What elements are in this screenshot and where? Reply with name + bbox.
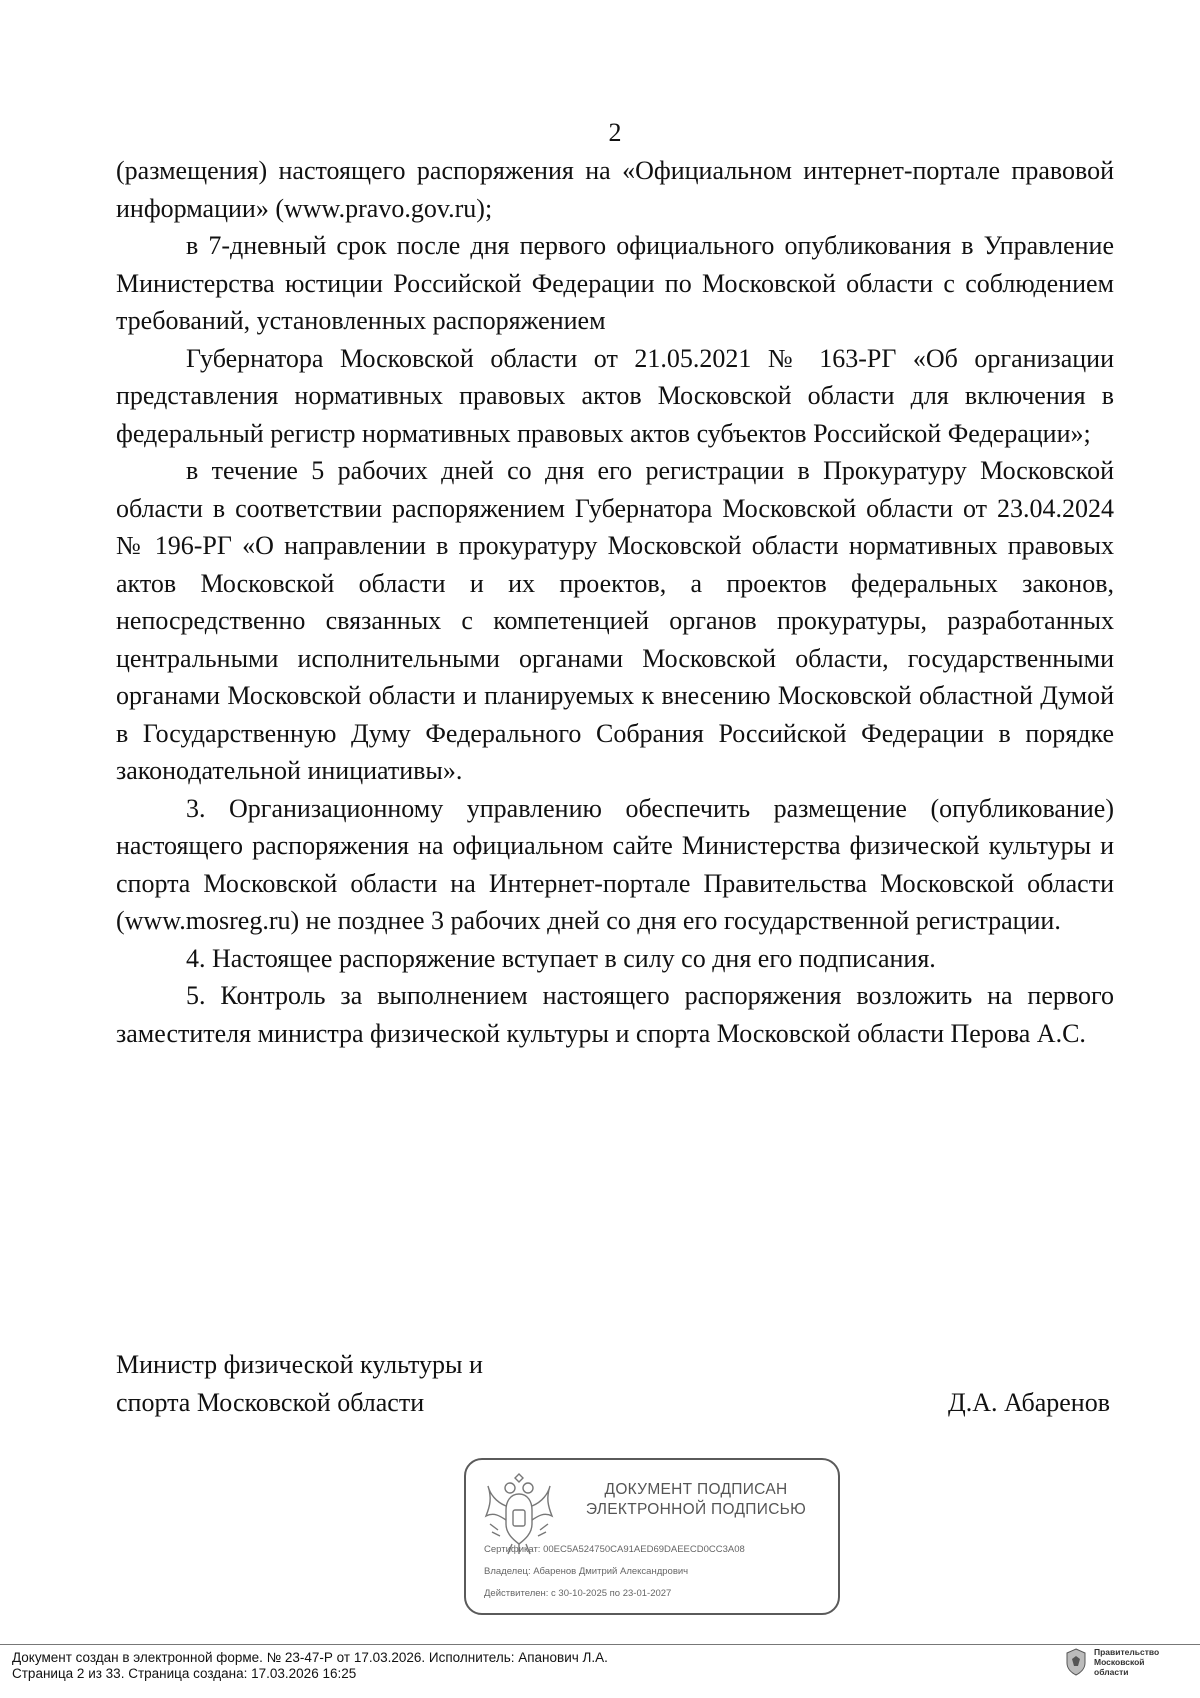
signature-block: [116, 1346, 1110, 1421]
government-logo: [1064, 1647, 1174, 1677]
paragraph: в течение 5 рабочих дней со дня его регистрации в Прокуратуру Московской области в соответствии распоряжением Губернатора Московской области от 23.04.2024 № 196-РГ «О направлении в прокуратуру Московской области нормативных правовых актов Московской области и их проектов, а проектов федеральных законов, непосредственно связанных с компетенцией органов прокуратуры, разработанных центральными исполнительными органами Московской области, государственными органами Московской области и планируемых к внесению Московской областной Думой в Государственную Думу Федерального Собрания Российской Федерации в порядке законодательной инициативы».: [116, 456, 1114, 785]
emblem-icon: [1064, 1647, 1088, 1677]
paragraph: Губернатора Московской области от 21.05.2021 № 163-РГ «Об организации представления нормативных правовых актов Московской области для включения в федеральный регистр нормативных правовых актов субъектов Российской Федерации»;: [116, 343, 1114, 448]
footer-line2: Страница 2 из 33. Страница создана: 17.03.2026 16:25: [12, 1666, 357, 1681]
paragraph: 5. Контроль за выполнением настоящего распоряжения возложить на первого заместителя министра физической культуры и спорта Московской области Перова А.С.: [116, 981, 1114, 1048]
logo-caption: [1094, 1647, 1174, 1677]
stamp-title: [566, 1480, 826, 1520]
paragraph: 4. Настоящее распоряжение вступает в силу со дня его подписания.: [186, 943, 936, 973]
stamp-owner: Владелец: Абаренов Дмитрий Александрович: [484, 1566, 689, 1577]
signer-name: Д.А. Абаренов: [948, 1387, 1110, 1417]
signer-position-line1: Министр физической культуры и: [116, 1350, 483, 1379]
footer-info: [12, 1650, 608, 1682]
paragraph: 3. Организационному управлению обеспечить размещение (опубликование) настоящего распоряжения на официальном сайте Министерства физической культуры и спорта Московской области на Интернет-портале Правительства Московской области (www.mosreg.ru) не позднее 3 рабочих дней со дня его государственной регистрации.: [116, 793, 1114, 935]
logo-caption-line1: Правительство: [1094, 1647, 1160, 1657]
stamp-title-line2: ЭЛЕКТРОННОЙ ПОДПИСЬЮ: [585, 1501, 807, 1518]
stamp-title-line1: ДОКУМЕНТ ПОДПИСАН: [604, 1481, 788, 1498]
document-body: [116, 152, 1114, 1052]
footer-line1: Документ создан в электронной форме. № 23-47-Р от 17.03.2026. Исполнитель: Апанович Л.А.: [12, 1650, 608, 1665]
logo-caption-line2: Московской области: [1094, 1657, 1145, 1677]
paragraph: (размещения) настоящего распоряжения на «Официальном интернет-портале правовой информации» (www.pravo.gov.ru);: [116, 156, 1114, 223]
stamp-valid: Действителен: с 30-10-2025 по 23-01-2027: [484, 1588, 672, 1599]
stamp-certificate: Сертификат: 00EC5A524750CA91AED69DAEECD0CC3A08: [484, 1544, 745, 1555]
signer-position-line2: спорта Московской области: [116, 1387, 425, 1417]
page-number: 2: [608, 118, 622, 147]
electronic-signature-stamp: [464, 1458, 840, 1615]
footer-divider: [0, 1644, 1200, 1645]
paragraph: в 7-дневный срок после дня первого официального опубликования в Управление Министерства юстиции Российской Федерации по Московской области с соблюдением требований, установленных распоряжением: [116, 231, 1114, 335]
